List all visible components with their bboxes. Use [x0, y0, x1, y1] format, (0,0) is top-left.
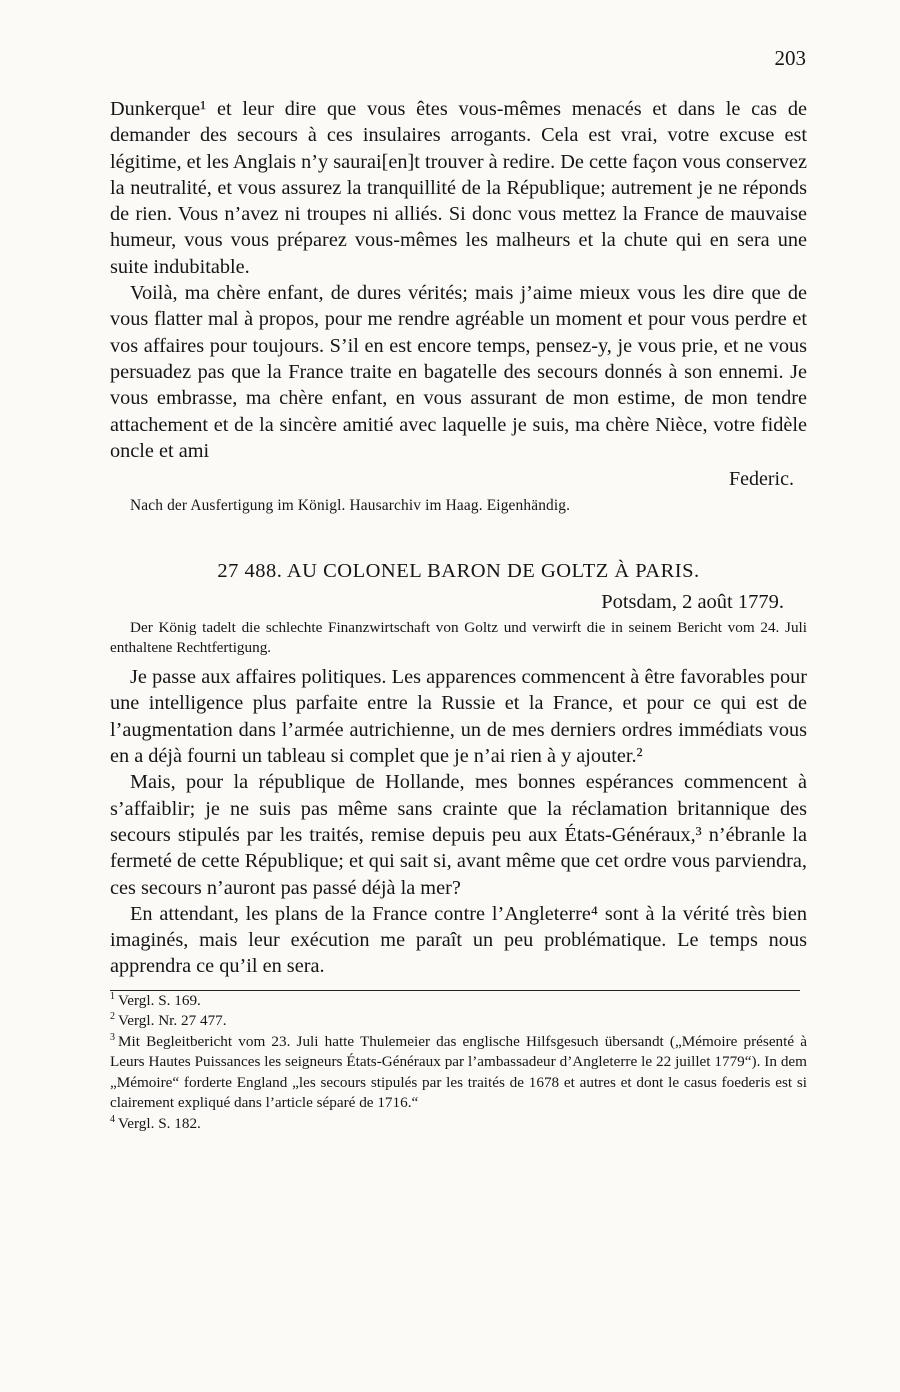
footnote: $^3$ Mit Begleitbericht vom 23. Juli hatte Thulemeier das englische Hilfsgesuch übersandt („Mémoire présenté à Leurs Hautes Puissances les seigneurs États-Généraux par l’ambassadeur d’Angleterre le 22 juillet 1779“). In dem „Mémoire“ forderte England „les secours stipulés par les traités de 1678 et autres et dont le casus foederis est si clairement expliqué dans l’article séparé de 1716.“ [110, 1031, 807, 1112]
letter-heading: 27 488. AU COLONEL BARON DE GOLTZ À PARIS. [217, 560, 700, 583]
footnote: $^4$ Vergl. S. 182. [110, 1113, 201, 1132]
footnotes [110, 991, 807, 1135]
paragraph: Mais, pour la république de Hollande, mes bonnes espérances commencent à s’affaiblir; je ne suis pas même sans crainte que la réclamation britannique des secours stipulés par les traités, remise depuis peu aux États-Généraux,³ n’ébranle la fermeté de cette République; et qui sait si, avant même que cet ordre vous parviendra, ces secours n’auront pas passé déjà la mer? [110, 771, 807, 899]
paragraph: Voilà, ma chère enfant, de dures vérités; mais j’aime mieux vous les dire que de vous flatter mal à propos, pour me rendre agréable un moment et pour vous perdre et vos affaires pour toujours. S’il en est encore temps, pensez-y, je vous prie, et ne vous persuadez pas que la France traite en bagatelle des secours donnés à son ennemi. Je vous embrasse, ma chère enfant, en vous assurant de mon estime, de mon tendre attachement et de la sincère amitié avec laquelle je suis, ma chère Nièce, votre fidèle oncle et ami [110, 282, 807, 462]
letter-summary: Der König tadelt die schlechte Finanzwirtschaft von Goltz und verwirft die in seinem Bericht vom 24. Juli enthaltene Rechtfertigung. [110, 619, 807, 657]
footnote: $^2$ Vergl. Nr. 27 477. [110, 1011, 227, 1030]
place-date: Potsdam, 2 août 1779. [601, 591, 784, 614]
paragraph: En attendant, les plans de la France contre l’Angleterre⁴ sont à la vérité très bien imaginés, mais leur exécution me paraît un peu problématique. Le temps nous apprendra ce qu’il en sera. [110, 902, 807, 978]
page-body [110, 40, 807, 1134]
page-number: 203 [774, 46, 806, 70]
paragraph: Je passe aux affaires politiques. Les apparences commencent à être favorables pour une intelligence plus parfaite entre la Russie et la France, et pour ce qui est de l’augmentation dans l’armée autrichienne, un de mes derniers ordres immédiats vous en a déjà fourni un tableau si complet que je n’ai rien à y ajouter.² [110, 666, 807, 768]
source-note: Nach der Ausfertigung im Königl. Hausarchiv im Haag. Eigenhändig. [130, 497, 571, 515]
footnote: $^1$ Vergl. S. 169. [110, 990, 201, 1009]
letter-text [110, 664, 807, 980]
paragraph: Dunkerque¹ et leur dire que vous êtes vous-mêmes menacés et dans le cas de demander des secours à ces insulaires arrogants. Cela est vrai, votre excuse est légitime, et les Anglais n’y saurai[en]t trouver à redire. De cette façon vous conservez la neutralité, et vous assurez la tranquillité de la République; autrement je ne réponds de rien. Vous n’avez ni troupes ni alliés. Si donc vous mettez la France de mauvaise humeur, vous vous préparez vous-mêmes les malheurs et la chute qui en sera une suite indubitable. [110, 98, 807, 278]
letter-end-text [110, 96, 807, 464]
signature: Federic. [729, 468, 794, 491]
